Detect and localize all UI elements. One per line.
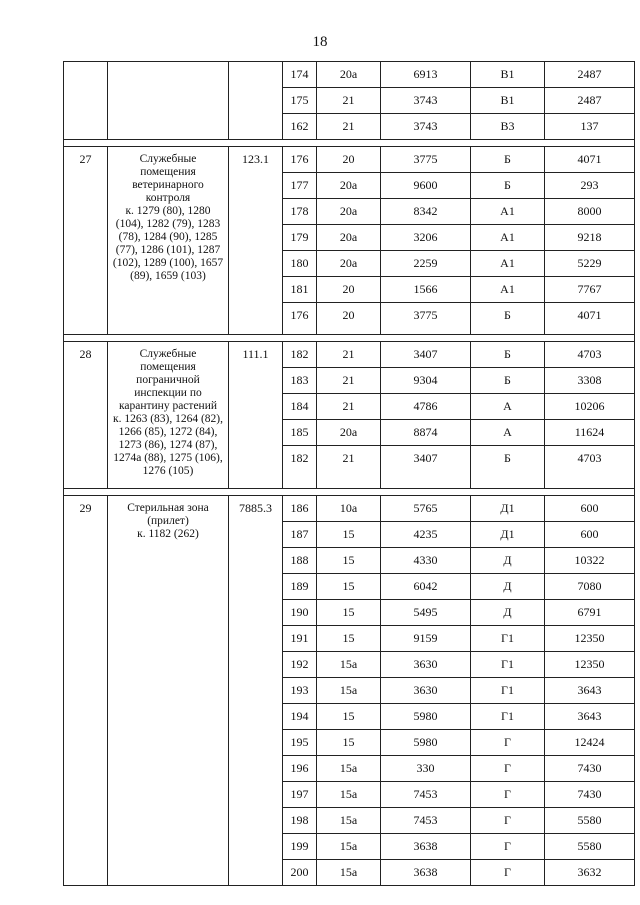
description-line: 1276 (105) bbox=[142, 465, 194, 477]
row-category: А bbox=[471, 420, 545, 446]
row-value: 8874 bbox=[381, 420, 471, 446]
row-number: 193 bbox=[283, 678, 317, 704]
row-value: 330 bbox=[381, 756, 471, 782]
row-code: 15 bbox=[317, 522, 381, 548]
row-code: 20а bbox=[317, 420, 381, 446]
row-value: 7453 bbox=[381, 808, 471, 834]
row-value: 5495 bbox=[381, 600, 471, 626]
row-number: 190 bbox=[283, 600, 317, 626]
row-amount: 600 bbox=[545, 496, 635, 522]
row-code: 15 bbox=[317, 574, 381, 600]
row-number: 177 bbox=[283, 173, 317, 199]
page-number: 18 bbox=[312, 34, 328, 50]
row-number: 187 bbox=[283, 522, 317, 548]
row-category: А1 bbox=[471, 199, 545, 225]
row-amount: 600 bbox=[545, 522, 635, 548]
row-category: Д1 bbox=[471, 522, 545, 548]
row-value: 3407 bbox=[381, 342, 471, 368]
table-row bbox=[64, 147, 635, 173]
description-line: 1266 (85), 1272 (84), bbox=[118, 426, 218, 438]
row-amount: 3632 bbox=[545, 860, 635, 886]
row-category: В3 bbox=[471, 114, 545, 140]
row-code: 15 bbox=[317, 730, 381, 756]
description-line: (77), 1286 (101), 1287 bbox=[115, 244, 221, 256]
row-category: Б bbox=[471, 446, 545, 489]
row-category: Б bbox=[471, 303, 545, 335]
row-value: 2259 bbox=[381, 251, 471, 277]
row-amount: 5229 bbox=[545, 251, 635, 277]
row-number: 199 bbox=[283, 834, 317, 860]
row-category: Г bbox=[471, 782, 545, 808]
row-value: 3638 bbox=[381, 834, 471, 860]
row-category: Г bbox=[471, 808, 545, 834]
row-code: 20 bbox=[317, 147, 381, 173]
row-code: 15а bbox=[317, 782, 381, 808]
row-value: 6042 bbox=[381, 574, 471, 600]
row-code: 15 bbox=[317, 600, 381, 626]
row-code: 20а bbox=[317, 173, 381, 199]
row-number: 181 bbox=[283, 277, 317, 303]
row-category: В1 bbox=[471, 88, 545, 114]
row-category: Г1 bbox=[471, 704, 545, 730]
row-category: В1 bbox=[471, 62, 545, 88]
row-amount: 7430 bbox=[545, 756, 635, 782]
row-amount: 4703 bbox=[545, 446, 635, 489]
description-line: к. 1279 (80), 1280 bbox=[125, 205, 211, 217]
row-category: Д bbox=[471, 574, 545, 600]
row-category: Д1 bbox=[471, 496, 545, 522]
row-number: 176 bbox=[283, 147, 317, 173]
row-number: 188 bbox=[283, 548, 317, 574]
row-amount: 12424 bbox=[545, 730, 635, 756]
row-amount: 12350 bbox=[545, 626, 635, 652]
row-value: 9159 bbox=[381, 626, 471, 652]
group-area bbox=[229, 62, 283, 140]
row-number: 200 bbox=[283, 860, 317, 886]
row-code: 15а bbox=[317, 834, 381, 860]
group-number: 27 bbox=[64, 147, 108, 335]
row-value: 1566 bbox=[381, 277, 471, 303]
row-number: 182 bbox=[283, 446, 317, 489]
row-value: 5980 bbox=[381, 704, 471, 730]
row-value: 3775 bbox=[381, 303, 471, 335]
row-value: 9304 bbox=[381, 368, 471, 394]
description-line: контроля bbox=[145, 192, 191, 204]
table-row bbox=[64, 342, 635, 368]
row-amount: 9218 bbox=[545, 225, 635, 251]
row-category: Б bbox=[471, 147, 545, 173]
row-category: А1 bbox=[471, 277, 545, 303]
row-number: 174 bbox=[283, 62, 317, 88]
row-amount: 4071 bbox=[545, 303, 635, 335]
row-number: 185 bbox=[283, 420, 317, 446]
row-value: 3206 bbox=[381, 225, 471, 251]
group-area: 7885.3 bbox=[229, 496, 283, 886]
row-amount: 4703 bbox=[545, 342, 635, 368]
row-code: 21 bbox=[317, 342, 381, 368]
group-separator bbox=[64, 489, 635, 496]
description-line: Служебные bbox=[139, 153, 197, 165]
row-number: 192 bbox=[283, 652, 317, 678]
row-amount: 6791 bbox=[545, 600, 635, 626]
row-number: 197 bbox=[283, 782, 317, 808]
row-value: 6913 bbox=[381, 62, 471, 88]
row-number: 195 bbox=[283, 730, 317, 756]
row-code: 20а bbox=[317, 251, 381, 277]
row-code: 20 bbox=[317, 303, 381, 335]
row-number: 176 bbox=[283, 303, 317, 335]
row-code: 20а bbox=[317, 199, 381, 225]
row-code: 10а bbox=[317, 496, 381, 522]
data-table bbox=[63, 61, 635, 886]
row-number: 179 bbox=[283, 225, 317, 251]
row-amount: 137 bbox=[545, 114, 635, 140]
row-number: 194 bbox=[283, 704, 317, 730]
row-value: 4330 bbox=[381, 548, 471, 574]
row-amount: 8000 bbox=[545, 199, 635, 225]
row-amount: 3643 bbox=[545, 704, 635, 730]
row-category: Г bbox=[471, 756, 545, 782]
row-value: 3638 bbox=[381, 860, 471, 886]
row-code: 20а bbox=[317, 62, 381, 88]
row-code: 21 bbox=[317, 394, 381, 420]
row-category: А1 bbox=[471, 251, 545, 277]
row-code: 21 bbox=[317, 88, 381, 114]
description-line: к. 1263 (83), 1264 (82), bbox=[112, 413, 224, 425]
row-number: 162 bbox=[283, 114, 317, 140]
row-number: 191 bbox=[283, 626, 317, 652]
row-amount: 7430 bbox=[545, 782, 635, 808]
row-amount: 11624 bbox=[545, 420, 635, 446]
row-value: 3743 bbox=[381, 88, 471, 114]
row-category: Д bbox=[471, 548, 545, 574]
row-code: 21 bbox=[317, 446, 381, 489]
table-row bbox=[64, 496, 635, 522]
group-number: 28 bbox=[64, 342, 108, 489]
row-value: 8342 bbox=[381, 199, 471, 225]
description-line: Стерильная зона bbox=[127, 502, 209, 514]
row-amount: 10322 bbox=[545, 548, 635, 574]
row-code: 15а bbox=[317, 808, 381, 834]
row-amount: 5580 bbox=[545, 834, 635, 860]
row-category: А bbox=[471, 394, 545, 420]
description-line: (78), 1284 (90), 1285 bbox=[118, 231, 218, 243]
description-line: помещения bbox=[140, 361, 196, 373]
row-code: 15а bbox=[317, 756, 381, 782]
row-value: 4235 bbox=[381, 522, 471, 548]
row-amount: 10206 bbox=[545, 394, 635, 420]
row-amount: 12350 bbox=[545, 652, 635, 678]
group-description bbox=[108, 496, 229, 886]
group-description bbox=[108, 147, 229, 335]
row-number: 184 bbox=[283, 394, 317, 420]
row-category: А1 bbox=[471, 225, 545, 251]
description-line: 1273 (86), 1274 (87), bbox=[118, 439, 218, 451]
row-category: Г bbox=[471, 834, 545, 860]
row-code: 21 bbox=[317, 368, 381, 394]
row-number: 178 bbox=[283, 199, 317, 225]
row-amount: 7080 bbox=[545, 574, 635, 600]
group-number: 29 bbox=[64, 496, 108, 886]
row-amount: 2487 bbox=[545, 62, 635, 88]
row-amount: 2487 bbox=[545, 88, 635, 114]
row-value: 3743 bbox=[381, 114, 471, 140]
description-line: карантину растений bbox=[118, 400, 218, 412]
row-category: Д bbox=[471, 600, 545, 626]
group-separator bbox=[64, 335, 635, 342]
description-line: (104), 1282 (79), 1283 bbox=[115, 218, 221, 230]
row-category: Б bbox=[471, 342, 545, 368]
row-code: 15а bbox=[317, 652, 381, 678]
row-value: 9600 bbox=[381, 173, 471, 199]
description-line: (89), 1659 (103) bbox=[130, 270, 206, 282]
group-description bbox=[108, 62, 229, 140]
row-number: 198 bbox=[283, 808, 317, 834]
row-value: 7453 bbox=[381, 782, 471, 808]
row-number: 186 bbox=[283, 496, 317, 522]
row-number: 183 bbox=[283, 368, 317, 394]
description-line: (102), 1289 (100), 1657 bbox=[112, 257, 224, 269]
group-area: 123.1 bbox=[229, 147, 283, 335]
row-number: 196 bbox=[283, 756, 317, 782]
row-amount: 3643 bbox=[545, 678, 635, 704]
row-code: 15а bbox=[317, 860, 381, 886]
row-value: 3630 bbox=[381, 652, 471, 678]
group-number bbox=[64, 62, 108, 140]
row-category: Г1 bbox=[471, 626, 545, 652]
row-value: 4786 bbox=[381, 394, 471, 420]
description-line: инспекции по bbox=[134, 387, 202, 399]
row-category: Г bbox=[471, 860, 545, 886]
row-code: 15 bbox=[317, 704, 381, 730]
row-category: Г1 bbox=[471, 678, 545, 704]
row-category: Б bbox=[471, 368, 545, 394]
group-area: 111.1 bbox=[229, 342, 283, 489]
table-row bbox=[64, 62, 635, 88]
row-value: 3775 bbox=[381, 147, 471, 173]
description-line: пограничной bbox=[136, 374, 200, 386]
row-amount: 7767 bbox=[545, 277, 635, 303]
row-category: Б bbox=[471, 173, 545, 199]
row-code: 15 bbox=[317, 626, 381, 652]
row-amount: 5580 bbox=[545, 808, 635, 834]
row-amount: 4071 bbox=[545, 147, 635, 173]
row-value: 3630 bbox=[381, 678, 471, 704]
row-value: 5980 bbox=[381, 730, 471, 756]
row-number: 175 bbox=[283, 88, 317, 114]
description-line: к. 1182 (262) bbox=[137, 528, 199, 540]
row-code: 20а bbox=[317, 225, 381, 251]
group-separator bbox=[64, 140, 635, 147]
row-code: 15 bbox=[317, 548, 381, 574]
row-amount: 293 bbox=[545, 173, 635, 199]
row-category: Г bbox=[471, 730, 545, 756]
row-value: 3407 bbox=[381, 446, 471, 489]
row-code: 20 bbox=[317, 277, 381, 303]
description-line: ветеринарного bbox=[132, 179, 204, 191]
description-line: Служебные bbox=[139, 348, 197, 360]
description-line: помещения bbox=[140, 166, 196, 178]
row-code: 21 bbox=[317, 114, 381, 140]
table-body bbox=[64, 62, 635, 886]
row-amount: 3308 bbox=[545, 368, 635, 394]
row-number: 180 bbox=[283, 251, 317, 277]
row-number: 182 bbox=[283, 342, 317, 368]
group-description bbox=[108, 342, 229, 489]
row-category: Г1 bbox=[471, 652, 545, 678]
row-number: 189 bbox=[283, 574, 317, 600]
description-line: (прилет) bbox=[147, 515, 189, 527]
description-line: 1274а (88), 1275 (106), bbox=[113, 452, 223, 464]
row-value: 5765 bbox=[381, 496, 471, 522]
row-code: 15а bbox=[317, 678, 381, 704]
